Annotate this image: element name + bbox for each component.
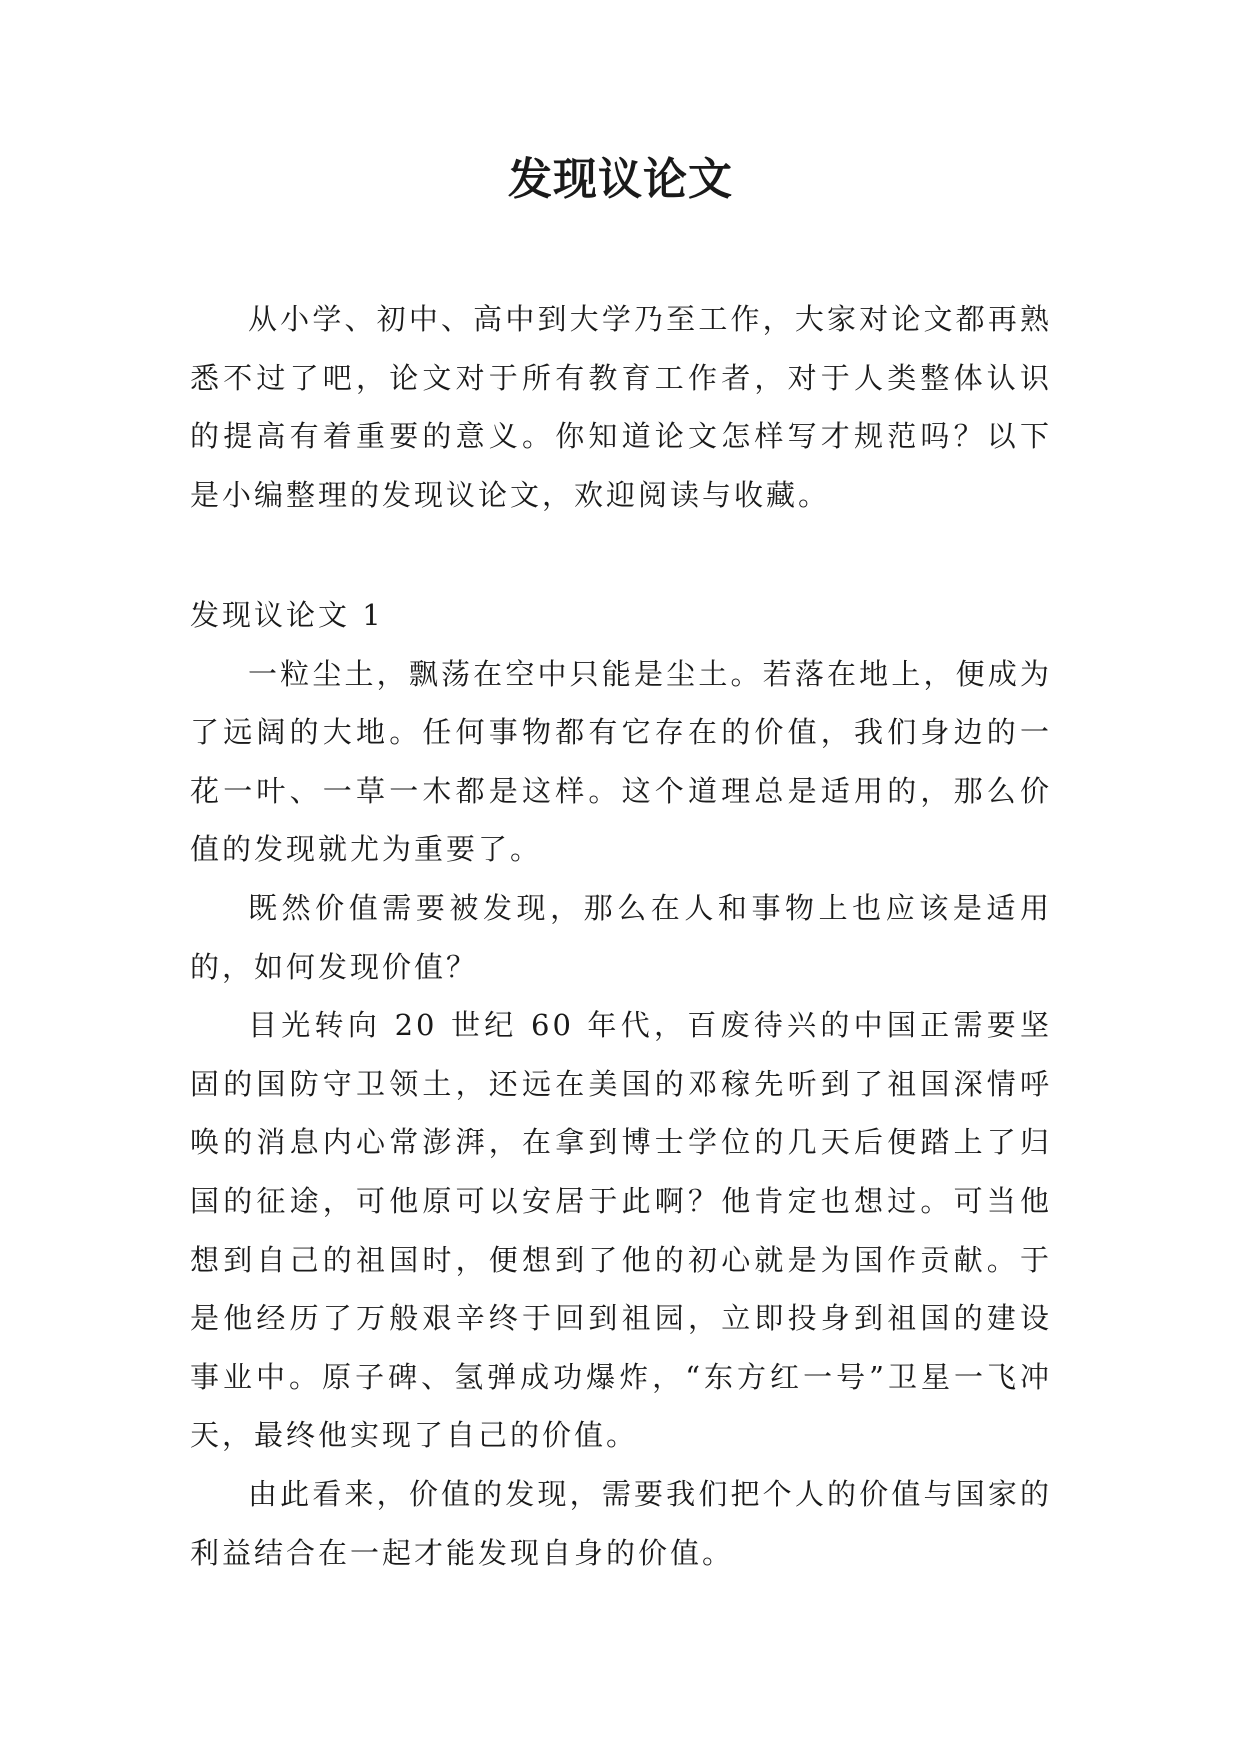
body-paragraph-3: 目光转向 20 世纪 60 年代，百废待兴的中国正需要坚固的国防守卫领土，还远在美国的邓稼先听到了祖国深情呼唤的消息内心常澎湃，在拿到博士学位的几天后便踏上了归国的征途，可他原可以安居于此啊？他肯定也想过。可当他想到自己的祖国时，便想到了他的初心就是为国作贡献。于是他经历了万般艰辛终于回到祖园，立即投身到祖国的建设事业中。原子碑、氢弹成功爆炸，“东方红一号”卫星一飞冲天，最终他实现了自己的价值。	[190, 1008, 1052, 1453]
body-paragraph-2: 既然价值需要被发现，那么在人和事物上也应该是适用的，如何发现价值？	[190, 890, 1052, 984]
document-title: 发现议论文	[508, 154, 733, 205]
body-paragraph-1: 一粒尘土，飘荡在空中只能是尘土。若落在地上，便成为了远阔的大地。任何事物都有它存在的价值，我们身边的一花一叶、一草一木都是这样。这个道理总是适用的，那么价值的发现就尤为重要了。	[190, 656, 1052, 867]
body-paragraph-4: 由此看来，价值的发现，需要我们把个人的价值与国家的利益结合在一起才能发现自身的价值。	[190, 1476, 1052, 1570]
section-1	[190, 586, 1052, 1582]
intro-block	[190, 290, 1052, 524]
intro-paragraph: 从小学、初中、高中到大学乃至工作，大家对论文都再熟悉不过了吧，论文对于所有教育工作者，对于人类整体认识的提高有着重要的意义。你知道论文怎样写才规范吗？以下是小编整理的发现议论文，欢迎阅读与收藏。	[190, 302, 1052, 512]
section-heading: 发现议论文 1	[190, 598, 384, 632]
